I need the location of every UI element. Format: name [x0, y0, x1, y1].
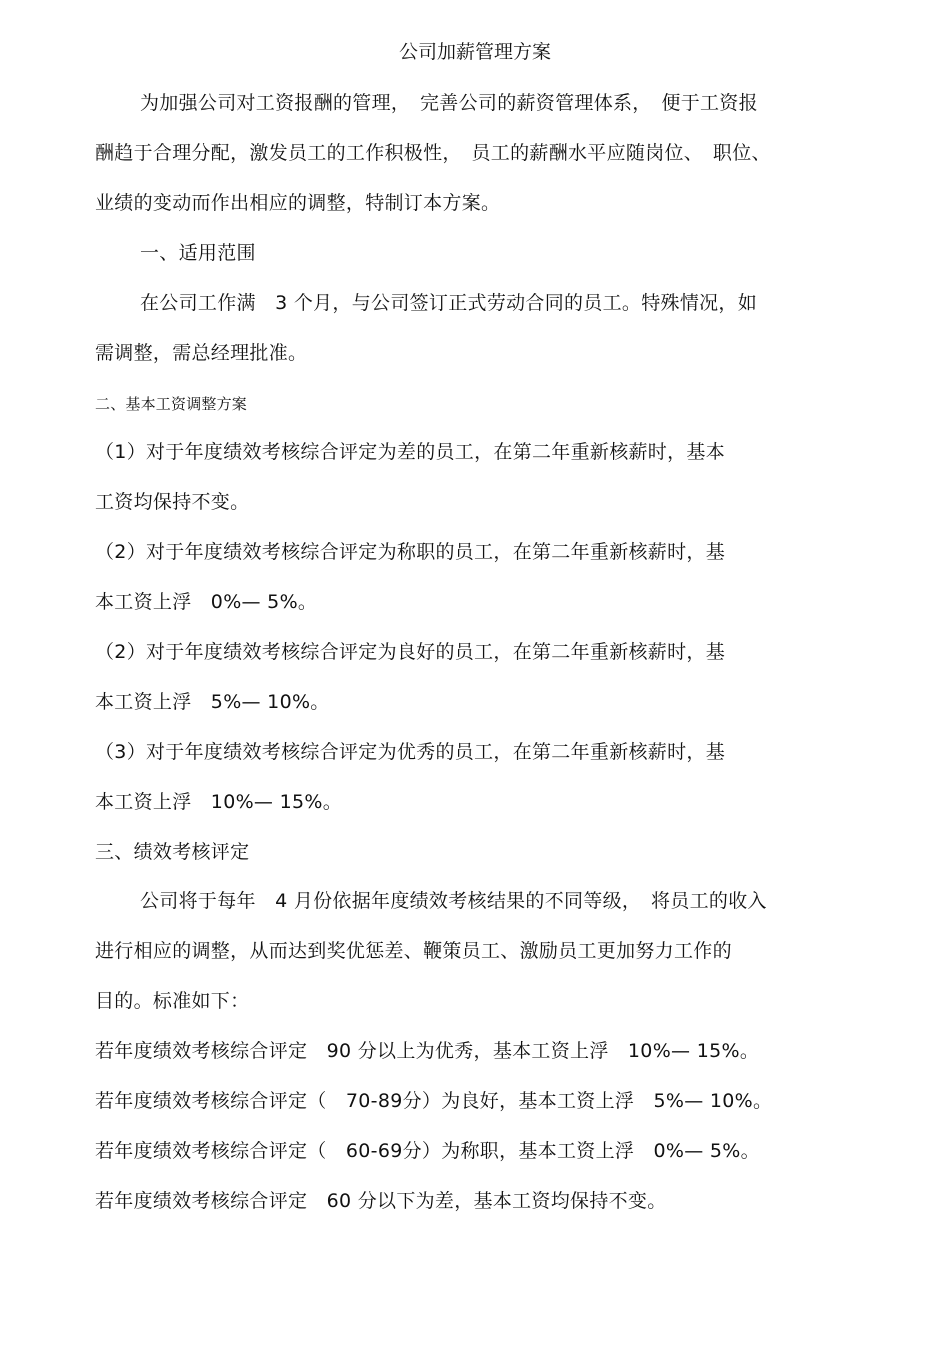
- section1-line-2: 需调整，需总经理批准。: [95, 342, 308, 364]
- section3-line-3: 目的。标准如下：: [95, 990, 250, 1012]
- standard-line-4: 若年度绩效考核综合评定 60 分以下为差，基本工资均保持不变。: [95, 1190, 667, 1212]
- section1-heading: 一、适用范围: [140, 242, 256, 264]
- section2-item-4-line-1: （3）对于年度绩效考核综合评定为优秀的员工，在第二年重新核薪时，基: [95, 741, 725, 763]
- section3-line-2: 进行相应的调整，从而达到奖优惩差、鞭策员工、激励员工更加努力工作的: [95, 940, 732, 962]
- standard-line-1: 若年度绩效考核综合评定 90 分以上为优秀，基本工资上浮 10%— 15%。: [95, 1040, 760, 1062]
- standard-line-3: 若年度绩效考核综合评定（ 60-69分）为称职，基本工资上浮 0%— 5%。: [95, 1140, 760, 1162]
- document-title: 公司加薪管理方案: [398, 41, 551, 63]
- section2-item-2-line-2: 本工资上浮 0%— 5%。: [95, 591, 318, 613]
- section3-heading: 三、绩效考核评定: [95, 841, 250, 863]
- section1-line-1: 在公司工作满 3 个月，与公司签订正式劳动合同的员工。特殊情况，如: [140, 292, 758, 314]
- intro-line-2: 酬趋于合理分配，激发员工的工作积极性， 员工的薪酬水平应随岗位、 职位、: [95, 142, 771, 164]
- section2-item-4-line-2: 本工资上浮 10%— 15%。: [95, 791, 343, 813]
- section3-line-1: 公司将于每年 4 月份依据年度绩效考核结果的不同等级， 将员工的收入: [140, 890, 767, 912]
- section2-heading: 二、基本工资调整方案: [95, 395, 248, 413]
- intro-line-3: 业绩的变动而作出相应的调整，特制订本方案。: [95, 192, 501, 214]
- section2-item-2-line-1: （2）对于年度绩效考核综合评定为称职的员工，在第二年重新核薪时，基: [95, 541, 725, 563]
- section2-item-3-line-1: （2）对于年度绩效考核综合评定为良好的员工，在第二年重新核薪时，基: [95, 641, 725, 663]
- section2-item-1-line-2: 工资均保持不变。: [95, 491, 250, 513]
- standard-line-2: 若年度绩效考核综合评定（ 70-89分）为良好，基本工资上浮 5%— 10%。: [95, 1090, 773, 1112]
- section2-item-1-line-1: （1）对于年度绩效考核综合评定为差的员工，在第二年重新核薪时，基本: [95, 441, 725, 463]
- section2-item-3-line-2: 本工资上浮 5%— 10%。: [95, 691, 330, 713]
- intro-line-1: 为加强公司对工资报酬的管理， 完善公司的薪资管理体系， 便于工资报: [140, 92, 758, 114]
